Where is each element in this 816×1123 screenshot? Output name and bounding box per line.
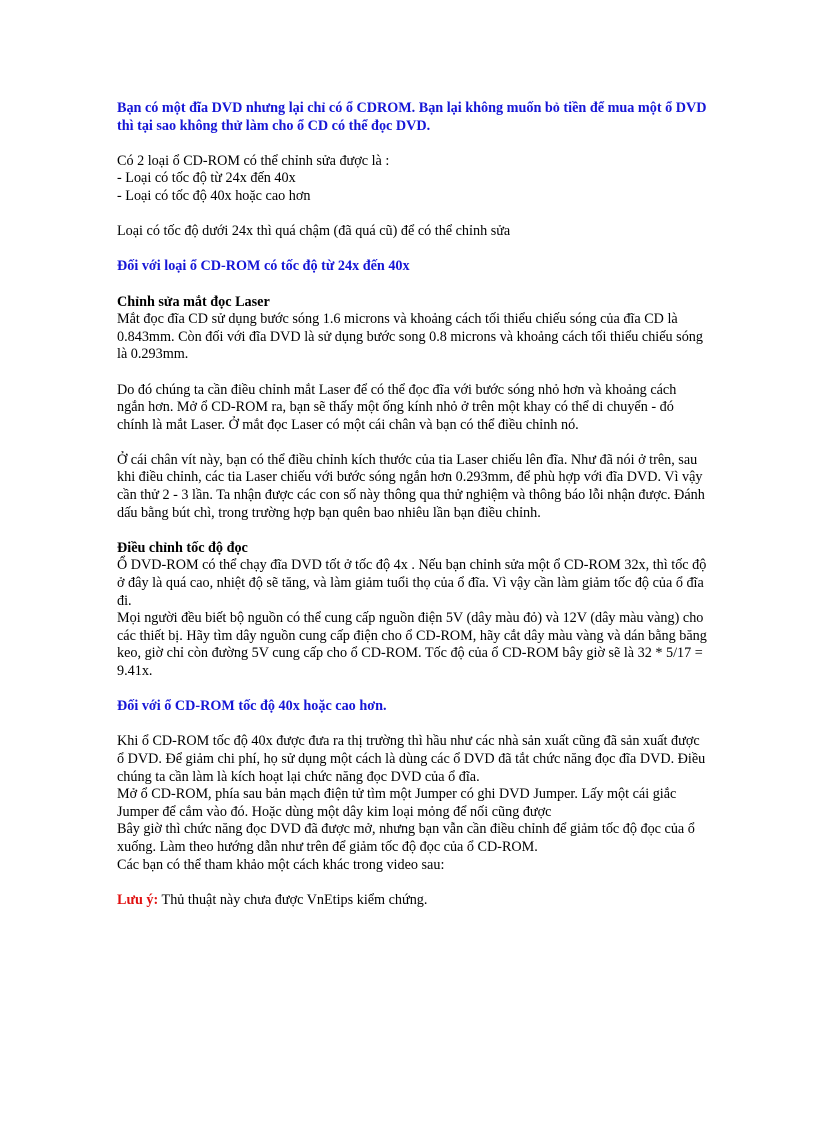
laser-heading: Chỉnh sửa mắt đọc Laser (117, 293, 270, 310)
section2-paragraph-4: Các bạn có thể tham khảo một cách khác trong video sau: (117, 856, 445, 873)
speed-paragraph-1: Ổ DVD-ROM có thể chạy đĩa DVD tốt ở tốc độ 4x . Nếu bạn chỉnh sửa một ổ CD-ROM 32x, thì tốc độ ở đây là quá cao, nhiệt độ sẽ tăng, và làm giảm tuổi thọ của ổ đĩa. Vì vậy cần làm giảm tốc độ của ổ đĩa đi. (117, 557, 707, 609)
speed-heading: Điều chỉnh tốc độ đọc (117, 539, 248, 556)
laser-paragraph-3: Ở cái chân vít này, bạn có thể điều chỉnh kích thước của tia Laser chiếu lên đĩa. Như đã nói ở trên, sau khi điều chỉnh, các tia Laser chiếu với bước sóng ngắn hơn 0.293mm, để phù hợp với đĩa DVD. Vì vậy cần thử 2 - 3 lần. Ta nhận được các con số này thông qua thử nghiệm và thông báo lỗi nhận được. Đánh dấu bằng bút chì, trong trường hợp bạn quên bao nhiêu lần bạn điều chỉnh. (117, 451, 705, 521)
type-item-1: - Loại có tốc độ từ 24x đến 40x (117, 170, 296, 187)
speed-paragraph-2: Mọi người đều biết bộ nguồn có thể cung cấp nguồn điện 5V (dây màu đỏ) và 12V (dây màu vàng) cho các thiết bị. Hãy tìm dây nguồn cung cấp điện cho ổ CD-ROM, hãy cắt dây màu vàng và dán bằng băng keo, giờ chỉ còn đường 5V cung cấp cho ổ CD-ROM. Tốc độ của ổ CD-ROM bây giờ sẽ là 32 * 5/17 = 9.41x. (117, 610, 707, 679)
intro-heading: Bạn có một đĩa DVD nhưng lại chỉ có ổ CDROM. Bạn lại không muốn bỏ tiền để mua một ổ DVD thì tại sao không thử làm cho ổ CD có thể đọc DVD. (117, 100, 707, 134)
note-text: Thủ thuật này chưa được VnEtips kiểm chứng. (158, 891, 428, 908)
section2-paragraph-3: Bây giờ thì chức năng đọc DVD đã được mở, nhưng bạn vẫn cần điều chỉnh để giảm tốc độ đọc của ổ xuống. Làm theo hướng dẫn như trên để giảm tốc độ đọc của ổ CD-ROM. (117, 821, 695, 855)
section1-heading: Đối với loại ổ CD-ROM có tốc độ từ 24x đến 40x (117, 258, 410, 275)
type-item-2: - Loại có tốc độ 40x hoặc cao hơn (117, 187, 311, 204)
types-intro: Có 2 loại ổ CD-ROM có thể chỉnh sửa được là : (117, 152, 390, 169)
laser-paragraph-1: Mắt đọc đĩa CD sử dụng bước sóng 1.6 microns và khoảng cách tối thiểu chiếu sóng của đĩa CD là 0.843mm. Còn đối với đĩa DVD là sử dụng bước song 0.8 microns và khoảng cách tối thiểu chiếu sóng là 0.293mm. (117, 311, 703, 363)
slow-note: Loại có tốc độ dưới 24x thì quá chậm (đã quá cũ) để có thể chỉnh sửa (117, 223, 511, 240)
laser-paragraph-2: Do đó chúng ta cần điều chỉnh mắt Laser để có thể đọc đĩa với bước sóng nhỏ hơn và khoảng cách ngắn hơn. Mở ổ CD-ROM ra, bạn sẽ thấy một ống kính nhỏ ở trên một khay có thể di chuyển - đó chính là mắt Laser. Ở mắt đọc Laser có một cái chân và bạn có thể điều chỉnh nó. (117, 381, 677, 433)
note (117, 892, 707, 910)
section2-paragraph-2: Mở ổ CD-ROM, phía sau bản mạch điện tử tìm một Jumper có ghi DVD Jumper. Lấy một cái giắc Jumper để cắm vào đó. Hoặc dùng một dây kim loại mỏng để nối cũng được (117, 786, 677, 820)
document-page (117, 100, 707, 909)
section2-heading: Đối với ổ CD-ROM tốc độ 40x hoặc cao hơn. (117, 698, 387, 715)
note-label: Lưu ý: (117, 891, 159, 908)
section2-paragraph-1: Khi ổ CD-ROM tốc độ 40x được đưa ra thị trường thì hầu như các nhà sản xuất cũng đã sản xuất được ổ DVD. Để giảm chi phí, họ sử dụng một cách là dùng các ổ DVD đã tắt chức năng đọc đĩa DVD. Điều chúng ta cần làm là kích hoạt lại chức năng đọc DVD của ổ đĩa. (117, 733, 706, 785)
